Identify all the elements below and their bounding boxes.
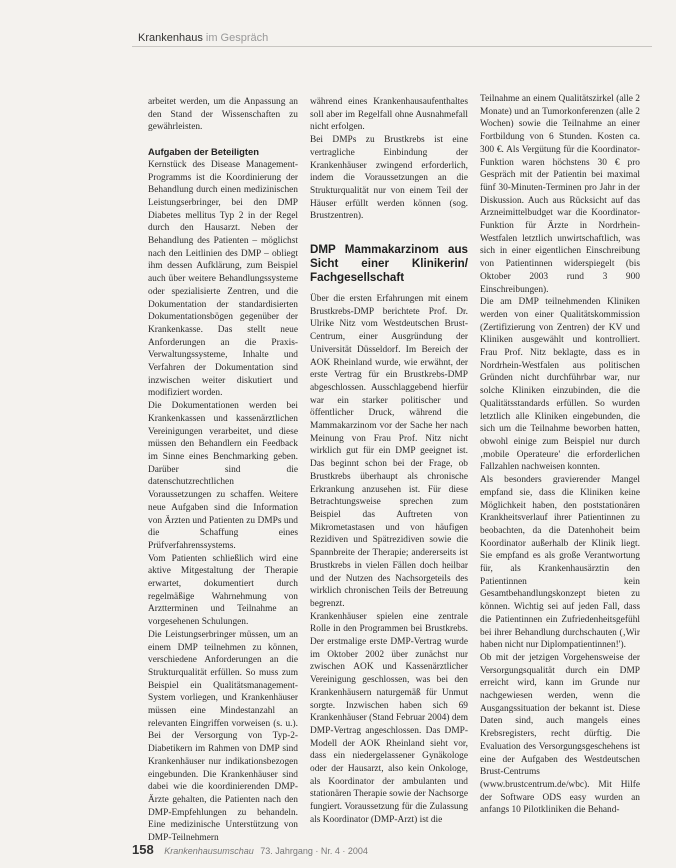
journal-name: Krankenhausumschau — [164, 846, 254, 856]
paragraph: Über die ersten Erfahrungen mit einem Brustkrebs-DMP berichtete Prof. Dr. Ulrike Nitz vom Westdeutschen Brust-Centrum, einer Ausgründung der Universität Düsseldorf. Im Bereich der AOK Rheinland wurde, wie erwähnt, der erste Vertrag für ein Brustkrebs-DMP abgeschlossen. Ausschlaggebend hierfür war ein starker politischer und öffentlicher Druck, während die Mammakarzinom vor der Sache her nach Meinung von Frau Prof. Nitz nicht wirklich gut für ein DMP geeignet ist. Das beginnt schon bei der Frage, ob Brustkrebs überhaupt als chronische Erkrankung anzusehen ist. Für diese Betrachtungsweise sprechen zum Beispiel das Auftreten von Mikrometastasen und von häufigen Rezidiven und Spätrezidiven sowie die Spannbreite der Therapie; andererseits ist Brustkrebs in vielen Fällen doch heilbar und der Nutzen des Nachsorgeteils des wirklich chronischen Teils der Betreuung begrenzt. — [310, 294, 468, 609]
header-divider — [132, 46, 652, 47]
page-footer — [132, 842, 368, 857]
paragraph: Als besonders gravierender Mangel empfand sie, dass die Kliniken keine Möglichkeit haben, den poststationären Krankheitsverlauf ihrer Patientinnen zu beobachten, da die Datenhoheit beim Koordinator außerhalb der Klinik liegt. Sie empfand es als große Verantwortung für, als Krankenhausärztin den Patientinnen kein Gesamtbehandlungskonzept bieten zu können. Wichtig sei auf jeden Fall, dass die Patientinnen ein Zufriedenheitsgefühl bei ihrer Behandlung durchschauten (‚Wir haben nicht nur Diplompatientinnen!'). — [480, 475, 640, 651]
section-title: DMP Mammakarzinom aus Sicht einer Klinikerin/ Fachgesellschaft — [310, 243, 468, 285]
header-section: Krankenhaus — [138, 32, 203, 44]
paragraph: Kernstück des Disease Management-Programms ist die Koordinierung der Behandlung durch einen medizinischen Leistungserbringer, bei den DMP Diabetes mellitus Typ 2 in der Regel durch den Hausarzt. Neben der Behandlung des Patienten – möglichst nach den Leitlinien des DMP – obliegt ihm dessen Aufklärung, zum Beispiel auch über weitere Behandlungssysteme oder spezialisierte Zentren, und die Dokumentation der standardisierten Dokumentationsbögen gegenüber der Krankenkasse. Das stellt neue Anforderungen an die Praxis-Verwaltungssysteme, Inhalte und Verfahren der Dokumentation sind inzwischen weiter diskutiert und modifiziert worden. — [148, 159, 298, 399]
paragraph: Vom Patienten schließlich wird eine aktive Mitgestaltung der Therapie erwartet, dokumentiert durch regelmäßige Wahrnehmung von Arztterminen und Teilnahme an vorgesehenen Schulungen. — [148, 553, 298, 628]
paragraph: Krankenhäuser spielen eine zentrale Rolle in den Programmen bei Brustkrebs. Der erstmalige erste DMP-Vertrag wurde im Oktober 2002 über zunächst nur zwischen AOK und Kassenärztlicher Vereinigung geschlossen, was bei den Krankenhäusern naturgemäß für Unmut sorgte. Inzwischen haben sich 69 Krankenhäuser (Stand Februar 2004) dem DMP-Vertrag angeschlossen. Das DMP-Modell der AOK Rheinland sieht vor, dass ein niedergelassener Gynäkologe oder der Hausarzt, also kein Onkologe, als Koordinator der ambulanten und stationären Therapie sowie der Nachsorge fungiert. Voraussetzung für die Zulassung als Koordinator (DMP-Arzt) ist die — [310, 611, 468, 825]
text-column-1 — [148, 96, 298, 844]
paragraph: Die am DMP teilnehmenden Kliniken werden von einer Qualitätskommission (Zertifizierung von Zentren) der KV und Kliniken ausgewählt und kontrolliert. Frau Prof. Nitz beklagte, dass es in Nordrhein-Westfalen aus politischen Gründen nicht durchführbar war, nur solche Kliniken einzubinden, die die Qualitätsstandards erfüllen. So wurden letztlich alle Kliniken eingebunden, die sich um die Teilnahme beworben hatten, obwohl einige zum Beispiel nur durch ‚mobile Operateure' die erforderlichen Fallzahlen nachweisen konnten. — [480, 297, 640, 473]
paragraph: arbeitet werden, um die Anpassung an den Stand der Wissenschaften zu gewährleisten. — [148, 97, 298, 133]
paragraph: Teilnahme an einem Qualitätszirkel (alle 2 Monate) und an Tumorkonferenzen (alle 2 Wochen) sowie die Teilnahme an einer Fortbildung von 6 Stunden. Kosten ca. 300 €. Als Vergütung für die Koordinator-Funktion waren höchstens 30 € pro Gespräch mit der Patientin bei maximal fünf 30-Minuten-Terminen pro Jahr in der Diskussion. Auch aus Rücksicht auf das Arzneimittelbudget war die Koordinator-Funktion für Ärzte in Nordrhein-Westfalen letztlich unwirtschaftlich, was sich in einer eigentlichen Einschreibung von Patientinnen widerspiegelt (bis Oktober 2003 rund 3 900 Einschreibungen). — [480, 94, 640, 295]
running-header — [138, 32, 268, 44]
header-subsection: im Gespräch — [205, 32, 269, 44]
paragraph: Die Dokumentationen werden bei Krankenkassen und kassenärztlichen Vereinigungen verarbeitet, und diese müssen den Behandlern ein Feedback im Sinne eines Benchmarking geben. Darüber sind die datenschutzrechtlichen Voraussetzungen zu schaffen. Weitere neue Aufgaben sind die Information von Ärzten und Patienten zu DMPs und die Schaffung eines Prüfverfahrenssystems. — [148, 401, 298, 551]
text-column-2 — [310, 96, 468, 831]
paragraph: Die Leistungserbringer müssen, um an einem DMP teilnehmen zu können, verschiedene Anforderungen an die Strukturqualität erfüllen. So muss zum Beispiel ein Qualitätsmanagement-System vorliegen, und Krankenhäuser müssen eine Mindestanzahl an relevanten Eingriffen vorweisen (s. u.). Bei der Versorgung von Typ-2-Diabetikern im Rahmen von DMP sind Krankenhäuser nur indikationsbezogen eingebunden. Die Krankenhäuser sind dabei wie die koordinierenden DMP-Ärzte gehalten, die Patienten nach den DMP-Empfehlungen zu behandeln. Eine medizinische Unterstützung von DMP-Teilnehmern — [148, 629, 298, 844]
journal-issue: 73. Jahrgang · Nr. 4 · 2004 — [260, 846, 368, 856]
paragraph: Bei DMPs zu Brustkrebs ist eine vertragliche Einbindung der Krankenhäuser zwingend erforderlich, indem die Voraussetzungen an die Strukturqualität nur von einem Teil der Häuser erfüllt werden können (sog. Brustzentren). — [310, 135, 468, 222]
page-number: 158 — [132, 842, 154, 857]
section-heading: Aufgaben der Beteiligten — [148, 146, 259, 158]
text-column-3 — [480, 93, 640, 828]
paragraph: während eines Krankenhausaufenthaltes soll aber im Regelfall ohne Ausnahmefall nicht erfolgen. — [310, 97, 468, 133]
paragraph: Ob mit der jetzigen Vorgehensweise der Versorgungsqualität durch ein DMP erreicht wird, kann im Grunde nur nachgewiesen werden, wenn die Ausgangssituation der bekannt ist. Diese Daten sind, auch mangels eines Krebsregisters, recht dürftig. Die Evaluation des Versorgungsgeschehens ist eine der Aufgaben des Westdeutschen Brust-Centrums (www.brustcentrum.de/wbc). Mit Hilfe der Software ODS easy wurden an anfangs 10 Pilotkliniken die Behand- — [480, 652, 640, 816]
